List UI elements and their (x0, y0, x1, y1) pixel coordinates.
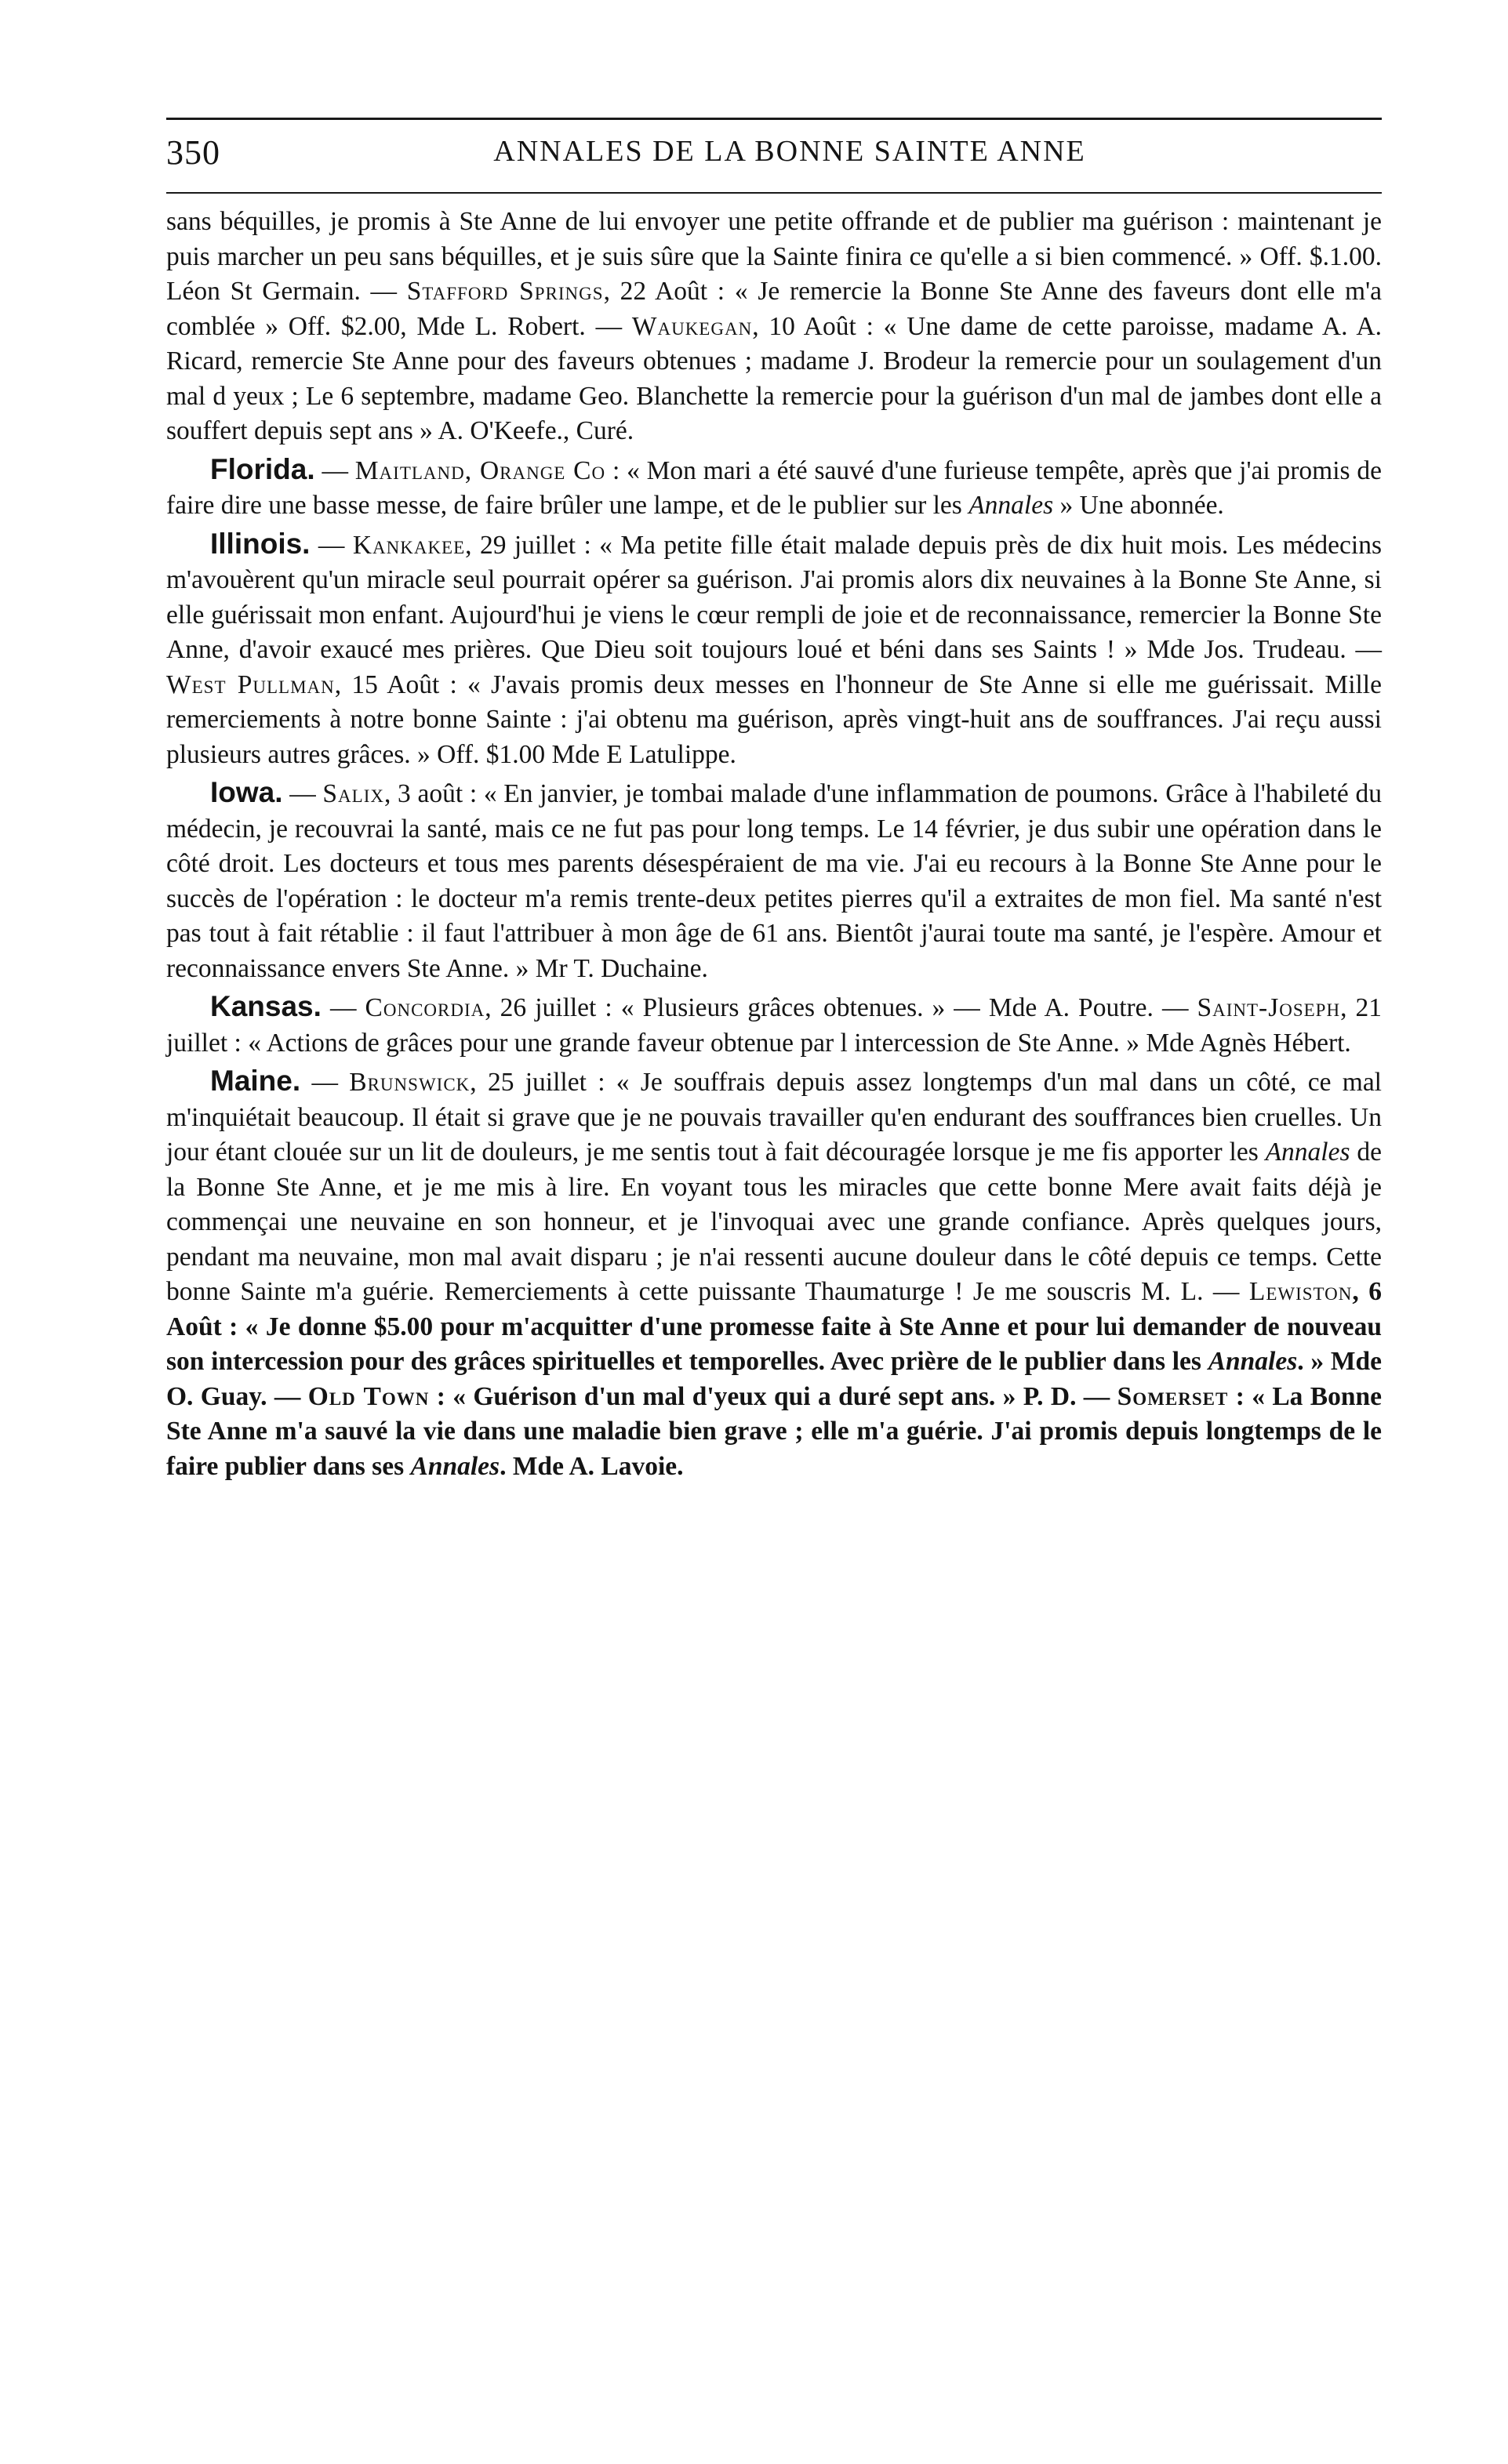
place-name: Maitland, Orange Co (354, 455, 606, 485)
text-run: de la Bonne Ste Anne, et je me mis à lire. En voyant tous les miracles que cette bonne Mere avait faits déjà je commençai une neuvaine en son honneur, et je l'invoquai avec une grande confiance. Après quelques jours, pendant ma neuvaine, mon mal avait disparu ; je n'ai ressenti aucune douleur dans le côté depuis ce temps. Cette bonne Sainte m'a guérie. Remerciements à cette puissante Thaumaturge ! Je me souscris M. L. — (166, 1138, 1382, 1306)
italic-title: Annales (410, 1451, 500, 1481)
text-run: » Une abonnée. (1053, 491, 1224, 520)
text-run: , 10 Août : « Une dame de cette paroisse, madame A. A. Ricard, remercie Ste Anne pour des faveurs obtenues ; madame J. Brodeur la remercie pour un soulagement d'un mal d yeux ; Le 6 septembre, madame Geo. Blanchette la remercie pour la guérison d'un mal de jambes dont elle a souffert depuis sept ans » A. O'Keefe., Curé. (166, 311, 1382, 445)
paragraph-kansas (166, 989, 1382, 1061)
text-run: — (314, 455, 355, 485)
text-run: , 22 Août : « Je remercie la Bonne Ste Anne des faveurs dont elle m'a comblée » Off. $2.00, Mde L. Robert. — (166, 277, 1382, 341)
text-run: , 21 juillet : « Actions de grâces pour une grande faveur obtenue par l intercession de Ste Anne. » Mde Agnès Hébert. (166, 993, 1383, 1058)
text-run: , 25 juillet : « Je souffrais depuis assez longtemps d'un mal dans un côté, ce mal m'inquiétait beaucoup. Il était si grave que je ne pouvais travailler qu'en endurant des souffrances bien cruelles. Un jour étant clouée sur un lit de douleurs, je me sentis tout à fait découragée lorsque je me fis apporter les (166, 1068, 1382, 1167)
text-run: — (300, 1068, 350, 1097)
state-heading: Maine. (210, 1065, 301, 1097)
page-number: 350 (166, 133, 220, 172)
running-title: ANNALES DE LA BONNE SAINTE ANNE (493, 135, 1086, 168)
text-run: : « Mon mari a été sauvé d'une furieuse tempête, après que j'ai promis de faire dire une basse messe, de faire brûler une lampe, et de le publier sur les (166, 455, 1382, 520)
paragraph-illinois (166, 527, 1382, 773)
body-text (166, 205, 1382, 1484)
place-name: Salix (322, 779, 384, 808)
text-run: , 26 juillet : « Plusieurs grâces obtenues. » — Mde A. Poutre. — (485, 993, 1197, 1022)
text-run: — (321, 993, 365, 1022)
place-name: Kankakee (352, 530, 466, 560)
text-run: , 29 juillet : « Ma petite fille était malade depuis près de dix huit mois. Les médecins m'avouèrent qu'un miracle seul pourrait opérer sa guérison. J'ai promis alors dix neuvaines à la Bonne Ste Anne, si elle guérissait mon enfant. Aujourd'hui je viens le cœur rempli de joie et de reconnaissance, remercier la Bonne Ste Anne, d'avoir exaucé mes prières. Que Dieu soit toujours loué et béni dans ses Saints ! » Mde Jos. Trudeau. — (166, 530, 1383, 664)
place-name: Concordia (365, 993, 485, 1022)
italic-title: Annales (968, 491, 1054, 520)
page-header (166, 132, 1382, 187)
place-name: Somerset (1117, 1381, 1229, 1411)
text-run: , 6 Août : « Je donne $5.00 pour m'acquitter d'une promesse faite à Ste Anne et pour lui demander de nouveau son intercession pour des grâces spirituelles et temporelles. Avec prière de le publier dans les (166, 1277, 1382, 1376)
page (166, 118, 1382, 1484)
text-run: : « La Bonne Ste Anne m'a sauvé la vie dans une maladie bien grave ; elle m'a guérie. J'ai promis depuis longtemps de le faire publier dans ses (166, 1381, 1382, 1481)
state-heading: Florida. (210, 452, 315, 485)
place-name: Old Town (307, 1381, 430, 1411)
place-name: Waukegan (631, 311, 753, 341)
text-run: , 3 août : « En janvier, je tombai malade d'une inflammation de poumons. Grâce à l'habileté du médecin, je recouvrai la santé, mais ce ne fut pas pour long temps. Le 14 février, je dus subir une opération dans le côté droit. Les docteurs et tous mes parents désespéraient de ma vie. J'ai eu recours à la Bonne Ste Anne pour le succès de l'opération : le docteur m'a remis trente-deux petites pierres qu'il a extraites de mon fiel. Ma santé n'est pas tout à fait rétablie : il faut l'attribuer à mon âge de 61 ans. Bientôt j'aurai toute ma santé, je l'espère. Amour et reconnaissance envers Ste Anne. » Mr T. Duchaine. (166, 779, 1382, 983)
place-name: Brunswick (349, 1068, 471, 1097)
text-run: . Mde A. Lavoie. (500, 1451, 684, 1481)
text-run-bold (166, 1277, 1382, 1481)
italic-title: Annales (1208, 1347, 1298, 1376)
text-run: sans béquilles, je promis à Ste Anne de lui envoyer une petite offrande et de publier ma guérison : maintenant je puis marcher un peu sans béquilles, et je suis sûre que la Sainte finira ce qu'elle a si bien commencé. » Off. $.1.00. Léon St Germain. — (166, 207, 1382, 306)
place-name: Lewiston (1248, 1277, 1353, 1306)
header-rule (166, 192, 1382, 194)
paragraph-iowa (166, 775, 1382, 986)
paragraph-maine (166, 1064, 1382, 1484)
paragraph-florida (166, 452, 1382, 524)
text-run: — (282, 779, 323, 808)
place-name: Stafford Springs (406, 277, 604, 306)
text-run: — (310, 530, 353, 560)
paragraph-continuation (166, 205, 1382, 449)
state-heading: Kansas. (210, 990, 322, 1022)
state-heading: Illinois. (210, 527, 311, 560)
place-name: West Pullman (166, 670, 335, 699)
state-heading: Iowa. (210, 776, 283, 808)
text-run: : « Guérison d'un mal d'yeux qui a duré sept ans. » P. D. — (429, 1381, 1117, 1411)
top-rule (166, 118, 1382, 120)
place-name: Saint-Joseph (1197, 993, 1341, 1022)
text-run: . » Mde O. Guay. — (166, 1347, 1382, 1411)
text-run: , 15 Août : « J'avais promis deux messes en l'honneur de Ste Anne si elle me guérissait. Mille remerciements à notre bonne Sainte : j'ai obtenu ma guérison, après vingt-huit ans de souffrances. J'ai reçu aussi plusieurs autres grâces. » Off. $1.00 Mde E Latulippe. (166, 670, 1382, 769)
italic-title: Annales (1265, 1138, 1350, 1167)
